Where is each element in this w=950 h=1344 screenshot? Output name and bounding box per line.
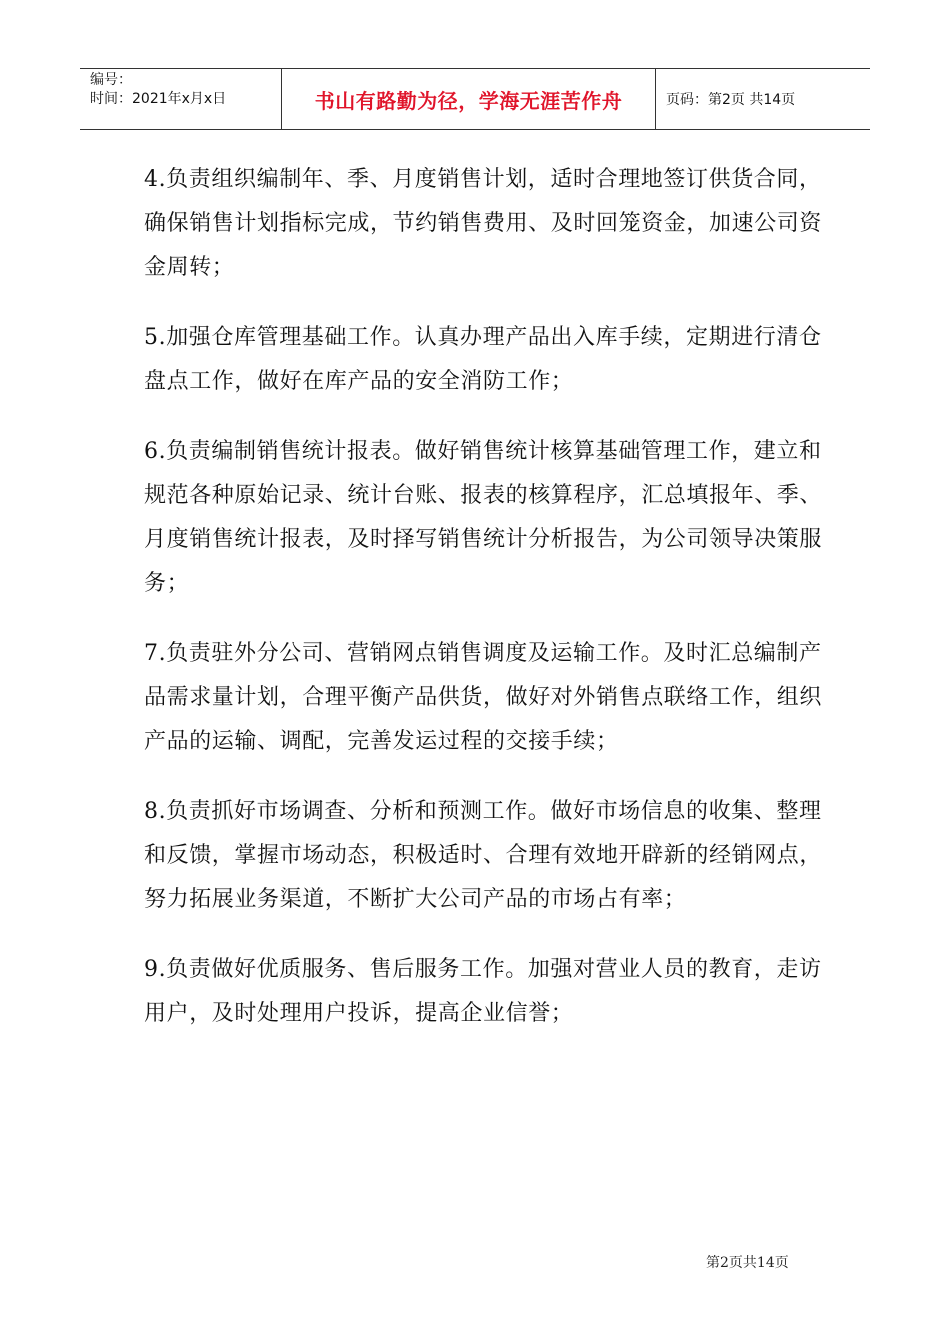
page-footer: 第2页共14页 — [706, 1255, 789, 1271]
date-label: 时间：2021年x月x日 — [90, 91, 227, 107]
header-meta — [80, 69, 282, 129]
paragraph-6: 6.负责编制销售统计报表。做好销售统计核算基础管理工作，建立和规范各种原始记录、统计台账、报表的核算程序，汇总填报年、季、月度销售统计报表，及时择写销售统计分析报告，为公司领导决策服务； — [144, 439, 823, 596]
paragraph-9: 9.负责做好优质服务、售后服务工作。加强对营业人员的教育，走访用户，及时处理用户投诉，提高企业信誉； — [144, 957, 822, 1026]
paragraph-8: 8.负责抓好市场调查、分析和预测工作。做好市场信息的收集、整理和反馈，掌握市场动态，积极适时、合理有效地开辟新的经销网点，努力拓展业务渠道，不断扩大公司产品的市场占有率； — [144, 799, 823, 912]
paragraph-7: 7.负责驻外分公司、营销网点销售调度及运输工作。及时汇总编制产品需求量计划，合理平衡产品供货，做好对外销售点联络工作，组织产品的运输、调配，完善发运过程的交接手续； — [144, 641, 823, 754]
header-page-label: 页码：第2页 共14页 — [666, 92, 796, 108]
header-motto: 书山有路勤为径，学海无涯苦作舟 — [282, 69, 656, 129]
paragraph-4: 4.负责组织编制年、季、月度销售计划，适时合理地签订供货合同，确保销售计划指标完成，节约销售费用、及时回笼资金，加速公司资金周转； — [144, 167, 823, 280]
document-header — [80, 68, 870, 130]
number-label: 编号： — [90, 72, 132, 88]
paragraph-5: 5.加强仓库管理基础工作。认真办理产品出入库手续，定期进行清仓盘点工作，做好在库产品的安全消防工作； — [144, 325, 822, 394]
document-body — [144, 158, 824, 1062]
